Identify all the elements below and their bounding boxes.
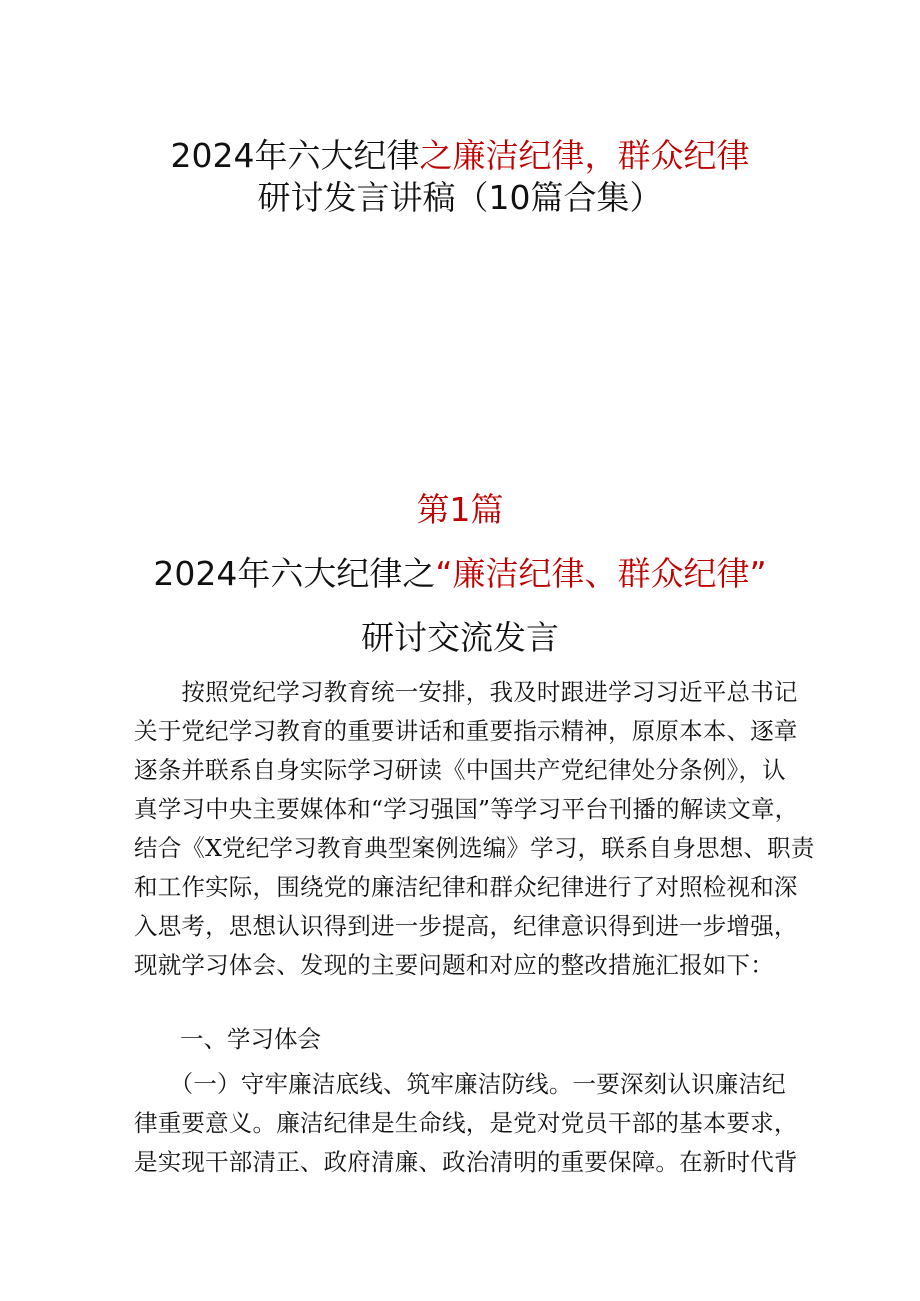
article-subtitle: 研讨交流发言 bbox=[361, 618, 559, 657]
paragraph-line: 现就学习体会、发现的主要问题和对应的整改措施汇报如下： bbox=[134, 951, 774, 979]
paragraph-line: 结合《X党纪学习教育典型案例选编》学习，联系自身思想、职责 bbox=[134, 834, 815, 862]
paragraph-2 bbox=[134, 1065, 798, 1182]
paragraph-line: 入思考，思想认识得到进一步提高，纪律意识得到进一步增强， bbox=[134, 912, 798, 940]
paragraph-line: 和工作实际，围绕党的廉洁纪律和群众纪律进行了对照检视和深 bbox=[134, 873, 798, 901]
paragraph-line: 律重要意义。廉洁纪律是生命线，是党对党员干部的基本要求， bbox=[134, 1109, 798, 1137]
paragraph-1 bbox=[134, 673, 815, 985]
article-title-black: 2024年六大纪律之 bbox=[153, 554, 436, 593]
paragraph-line: 逐条并联系自身实际学习研读《中国共产党纪律处分条例》，认 bbox=[134, 756, 786, 784]
article-title bbox=[0, 548, 920, 595]
paragraph-line: （一）守牢廉洁底线、筑牢廉洁防线。一要深刻认识廉洁纪 bbox=[134, 1070, 786, 1098]
document-title-line-1 bbox=[0, 130, 920, 177]
title-red-part: 之廉洁纪律，群众纪律 bbox=[419, 136, 750, 175]
paragraph-line: 真学习中央主要媒体和“学习强国”等学习平台刊播的解读文章， bbox=[134, 795, 799, 823]
title-black-part: 2024年六大纪律 bbox=[170, 136, 420, 175]
paragraph-line: 关于党纪学习教育的重要讲话和重要指示精神，原原本本、逐章 bbox=[134, 717, 798, 745]
document-title-line-2: 研讨发言讲稿（10篇合集） bbox=[257, 178, 663, 217]
section-heading: 一、学习体会 bbox=[180, 1025, 321, 1053]
paragraph-line: 是实现干部清正、政府清廉、政治清明的重要保障。在新时代背 bbox=[134, 1148, 798, 1176]
article-title-red: “廉洁纪律、群众纪律” bbox=[435, 554, 767, 593]
paragraph-line: 按照党纪学习教育统一安排，我及时跟进学习习近平总书记 bbox=[134, 678, 798, 706]
article-label: 第1篇 bbox=[416, 490, 504, 529]
